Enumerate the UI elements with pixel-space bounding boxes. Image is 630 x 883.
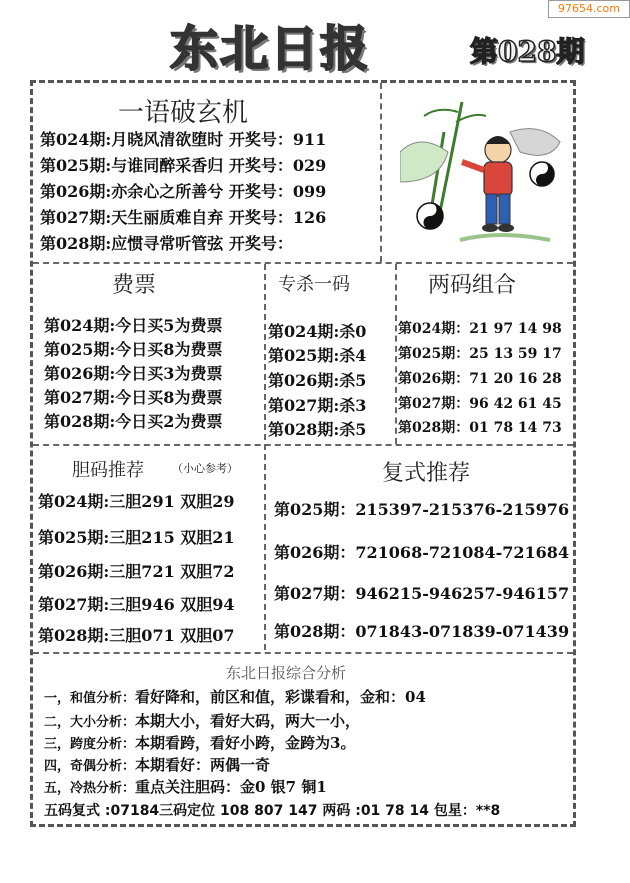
list-item: 第027期：96 42 61 45: [398, 396, 562, 412]
list-item: 第027期:今日买8为费票: [44, 388, 223, 407]
riddle-line: 第024期:月晓风清欲堕时 开奖号：911: [40, 130, 327, 149]
analysis-label: 四，奇偶分析：: [44, 759, 136, 774]
list-item: 第028期:杀5: [268, 420, 367, 439]
analysis-text: 本期看好：两偶一奇: [135, 756, 271, 774]
analysis-text: 本期大小，看好大码，两大一小，: [135, 712, 361, 730]
list-item: 第028期：071843-071839-071439: [274, 622, 570, 641]
divider-1: [33, 262, 573, 264]
analysis-text: 本期看跨，看好小跨，金跨为3。: [135, 734, 356, 752]
divider-col-2: [395, 264, 397, 444]
liang-ma-title: 两码组合: [428, 273, 517, 298]
dan-ma-title: 胆码推荐: [72, 460, 144, 481]
analysis-label: 二，大小分析：: [44, 715, 136, 730]
list-item: 第024期：21 97 14 98: [398, 321, 562, 337]
analysis-text: 看好降和，前区和值，彩谍看和，金和：04: [135, 688, 426, 706]
rock-icon: [400, 142, 448, 182]
dan-ma-subtitle: （小心参考）: [172, 462, 238, 475]
riddle-title: 一语破玄机: [118, 98, 249, 128]
list-item: 第025期:杀4: [268, 346, 367, 365]
analysis-label: 三，跨度分析：: [44, 737, 136, 752]
riddle-line: 第026期:亦余心之所善兮 开奖号：099: [40, 182, 327, 201]
fu-shi-title: 复式推荐: [382, 461, 471, 486]
ground-icon: [460, 235, 550, 240]
analysis-row: [44, 758, 270, 773]
analysis-row: [44, 690, 426, 705]
list-item: 第028期:三胆071 双胆07: [38, 626, 235, 645]
analysis-label: 五，冷热分析：: [44, 781, 136, 796]
list-item: 第025期：25 13 59 17: [398, 346, 562, 362]
divider-3: [33, 652, 573, 654]
analysis-row: [44, 736, 355, 751]
list-item: 第026期:杀5: [268, 371, 367, 390]
list-item: 第028期:今日买2为费票: [44, 412, 223, 431]
issue-number: 第028期: [470, 35, 585, 68]
list-item: 第026期：71 20 16 28: [398, 371, 562, 387]
divider-2: [33, 444, 573, 446]
boy-figure-icon: [462, 136, 514, 232]
boy-illustration: [400, 92, 568, 252]
riddle-line: 第025期:与谁同醉采香归 开奖号：029: [40, 156, 327, 175]
list-item: 第027期:三胆946 双胆94: [38, 595, 235, 614]
divider-art: [380, 83, 382, 262]
zhuan-sha-title: 专杀一码: [278, 274, 350, 295]
divider-col-1: [264, 264, 266, 650]
analysis-footer: 五码复式 :07184三码定位 108 807 147 两码 :01 78 14 包星：**8: [44, 803, 501, 819]
analysis-label: 一，和值分析：: [44, 691, 136, 706]
yin-yang-icon: [530, 162, 554, 186]
list-item: 第027期：946215-946257-946157: [274, 584, 570, 603]
site-watermark: 97654.com: [548, 0, 630, 18]
list-item: 第026期：721068-721084-721684: [274, 543, 570, 562]
riddle-line: 第028期:应惯寻常听管弦 开奖号：: [40, 234, 293, 253]
analysis-text: 重点关注胆码：金0 银7 铜1: [135, 778, 327, 796]
list-item: 第024期:杀0: [268, 322, 367, 341]
list-item: 第025期:三胆215 双胆21: [38, 528, 235, 547]
list-item: 第025期:今日买8为费票: [44, 340, 223, 359]
list-item: 第025期：215397-215376-215976: [274, 500, 570, 519]
riddle-line: 第027期:天生丽质难自弃 开奖号：126: [40, 208, 327, 227]
yin-yang-icon: [417, 203, 443, 229]
analysis-title: 东北日报综合分析: [226, 664, 347, 682]
list-item: 第027期:杀3: [268, 396, 367, 415]
list-item: 第028期：01 78 14 73: [398, 420, 562, 436]
fei-piao-title: 费票: [112, 273, 157, 298]
analysis-row: [44, 714, 360, 729]
cloud-icon: [510, 129, 560, 156]
list-item: 第024期:三胆291 双胆29: [38, 492, 235, 511]
analysis-row: [44, 780, 327, 795]
list-item: 第024期:今日买5为费票: [44, 316, 223, 335]
list-item: 第026期:今日买3为费票: [44, 364, 223, 383]
newspaper-title: 东北日报: [170, 21, 371, 77]
list-item: 第026期:三胆721 双胆72: [38, 562, 235, 581]
